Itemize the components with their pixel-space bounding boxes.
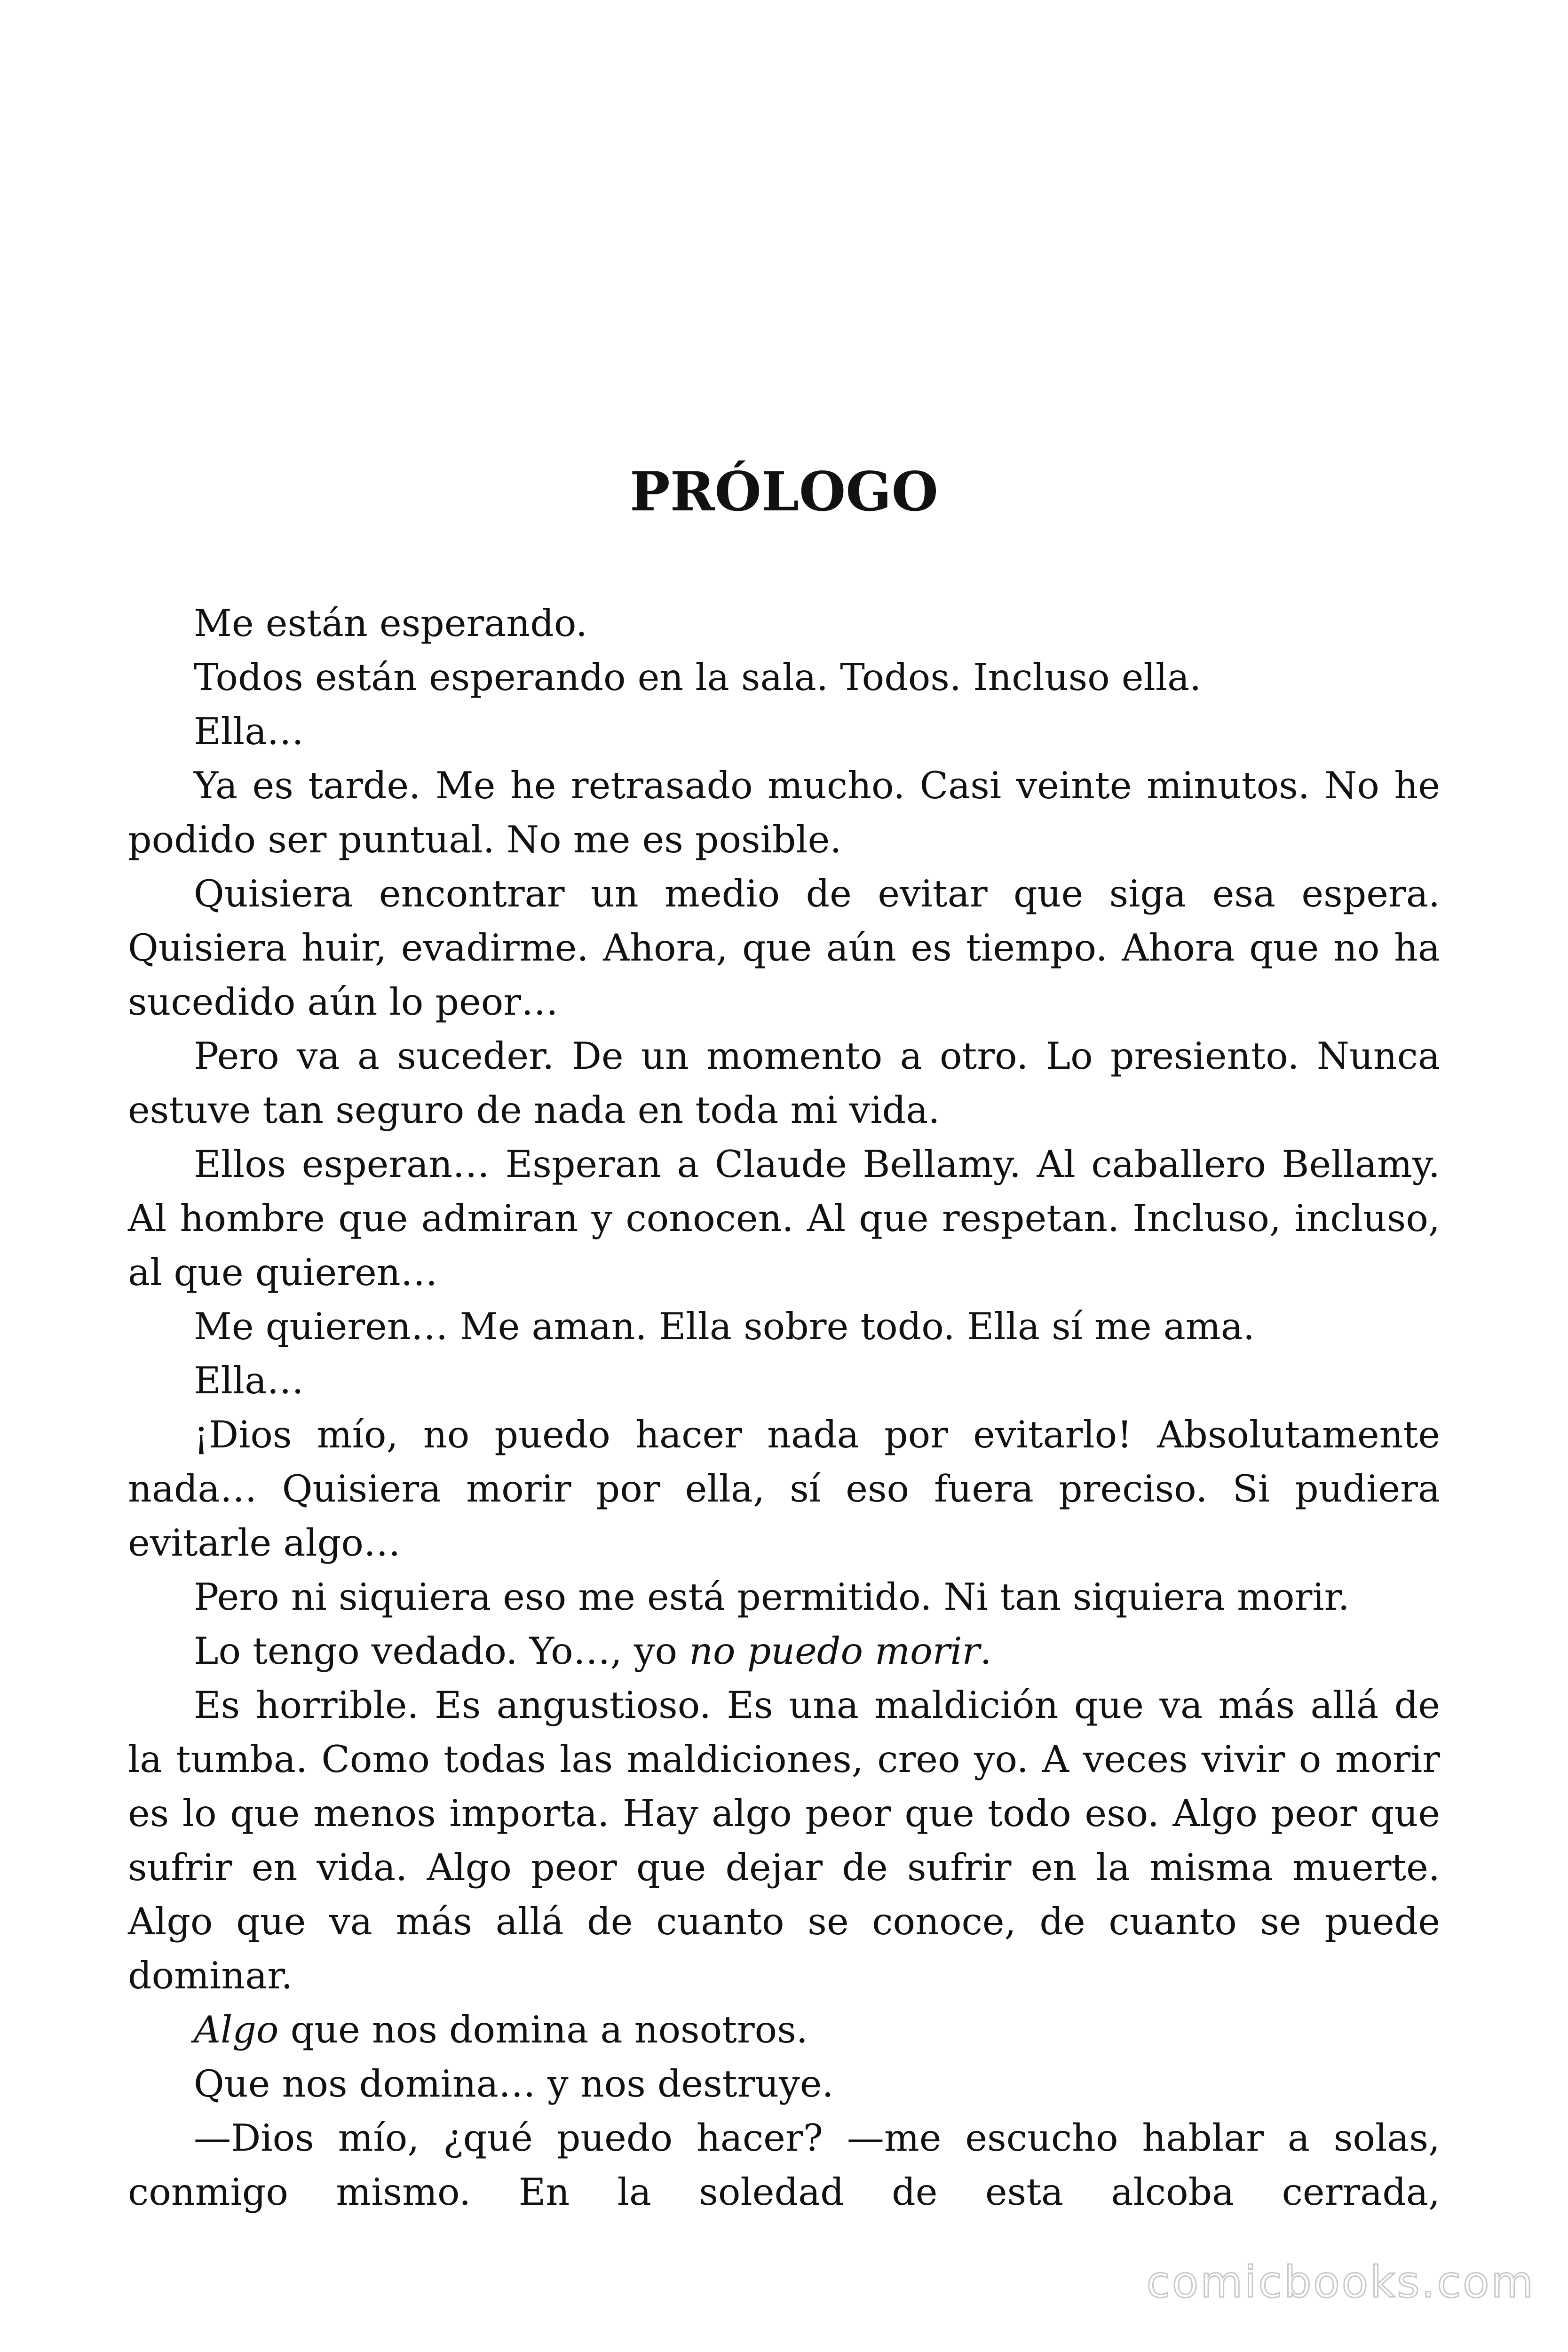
paragraph (128, 1029, 1440, 1137)
text-run: Que nos domina… y nos destruye. (194, 2062, 834, 2106)
text-run: ¡Dios mío, no puedo hacer nada por evitarlo! Absolutamente nada… Quisiera morir por ella, sí eso fuera preciso. Si pudiera evitarle algo… (128, 1413, 1440, 1565)
paragraph (128, 759, 1440, 867)
text-run: Es horrible. Es angustioso. Es una maldición que va más allá de la tumba. Como todas las maldiciones, creo yo. A veces vivir o morir es lo que menos importa. Hay algo peor que todo eso. Algo peor que sufrir en vida. Algo peor que dejar de sufrir en la misma muerte. Algo que va más allá de cuanto se conoce, de cuanto se puede dominar. (128, 1684, 1440, 1997)
paragraph (128, 1300, 1440, 1354)
paragraph (128, 1408, 1440, 1570)
text-run: que nos domina a nosotros. (278, 2008, 808, 2051)
text-run: Pero ni siquiera eso me está permitido. Ni tan siquiera morir. (194, 1575, 1350, 1619)
paragraph (128, 867, 1440, 1029)
page-title: PRÓLOGO (630, 460, 938, 523)
paragraph (128, 651, 1440, 705)
text-run: —Dios mío, ¿qué puedo hacer? —me escucho hablar a solas, conmigo mismo. En la soledad de esta alcoba cerrada, (128, 2116, 1440, 2214)
text-run: Ya es tarde. Me he retrasado mucho. Casi veinte minutos. No he podido ser puntual. No me es posible. (128, 764, 1440, 861)
paragraph (128, 2111, 1440, 2219)
watermark: comicbooks.com (1146, 2257, 1535, 2307)
paragraph (128, 2003, 1440, 2057)
italic-text: no puedo morir (689, 1629, 980, 1673)
text-run: Lo tengo vedado. Yo…, yo (194, 1629, 689, 1673)
paragraph (128, 1678, 1440, 2003)
paragraph (128, 1624, 1440, 1678)
text-run: Me quieren… Me aman. Ella sobre todo. Ella sí me ama. (194, 1305, 1255, 1348)
paragraph (128, 1354, 1440, 1408)
text-run: . (980, 1629, 992, 1673)
text-run: Me están esperando. (194, 602, 588, 645)
text-run: Ella… (194, 1359, 304, 1402)
paragraph (128, 705, 1440, 759)
paragraph (128, 2057, 1440, 2111)
text-run: Pero va a suceder. De un momento a otro. Lo presiento. Nunca estuve tan seguro de nada en toda mi vida. (128, 1034, 1440, 1132)
text-run: Ella… (194, 710, 304, 753)
body-text (128, 596, 1440, 2219)
paragraph (128, 596, 1440, 651)
text-run: Quisiera encontrar un medio de evitar que siga esa espera. Quisiera huir, evadirme. Ahora, que aún es tiempo. Ahora que no ha sucedido aún lo peor… (128, 872, 1440, 1024)
text-run: Ellos esperan… Esperan a Claude Bellamy. Al caballero Bellamy. Al hombre que admiran y conocen. Al que respetan. Incluso, incluso, al que quieren… (128, 1143, 1440, 1294)
text-run: Todos están esperando en la sala. Todos. Incluso ella. (194, 656, 1202, 699)
paragraph (128, 1137, 1440, 1300)
paragraph (128, 1570, 1440, 1624)
italic-text: Algo (194, 2008, 279, 2051)
